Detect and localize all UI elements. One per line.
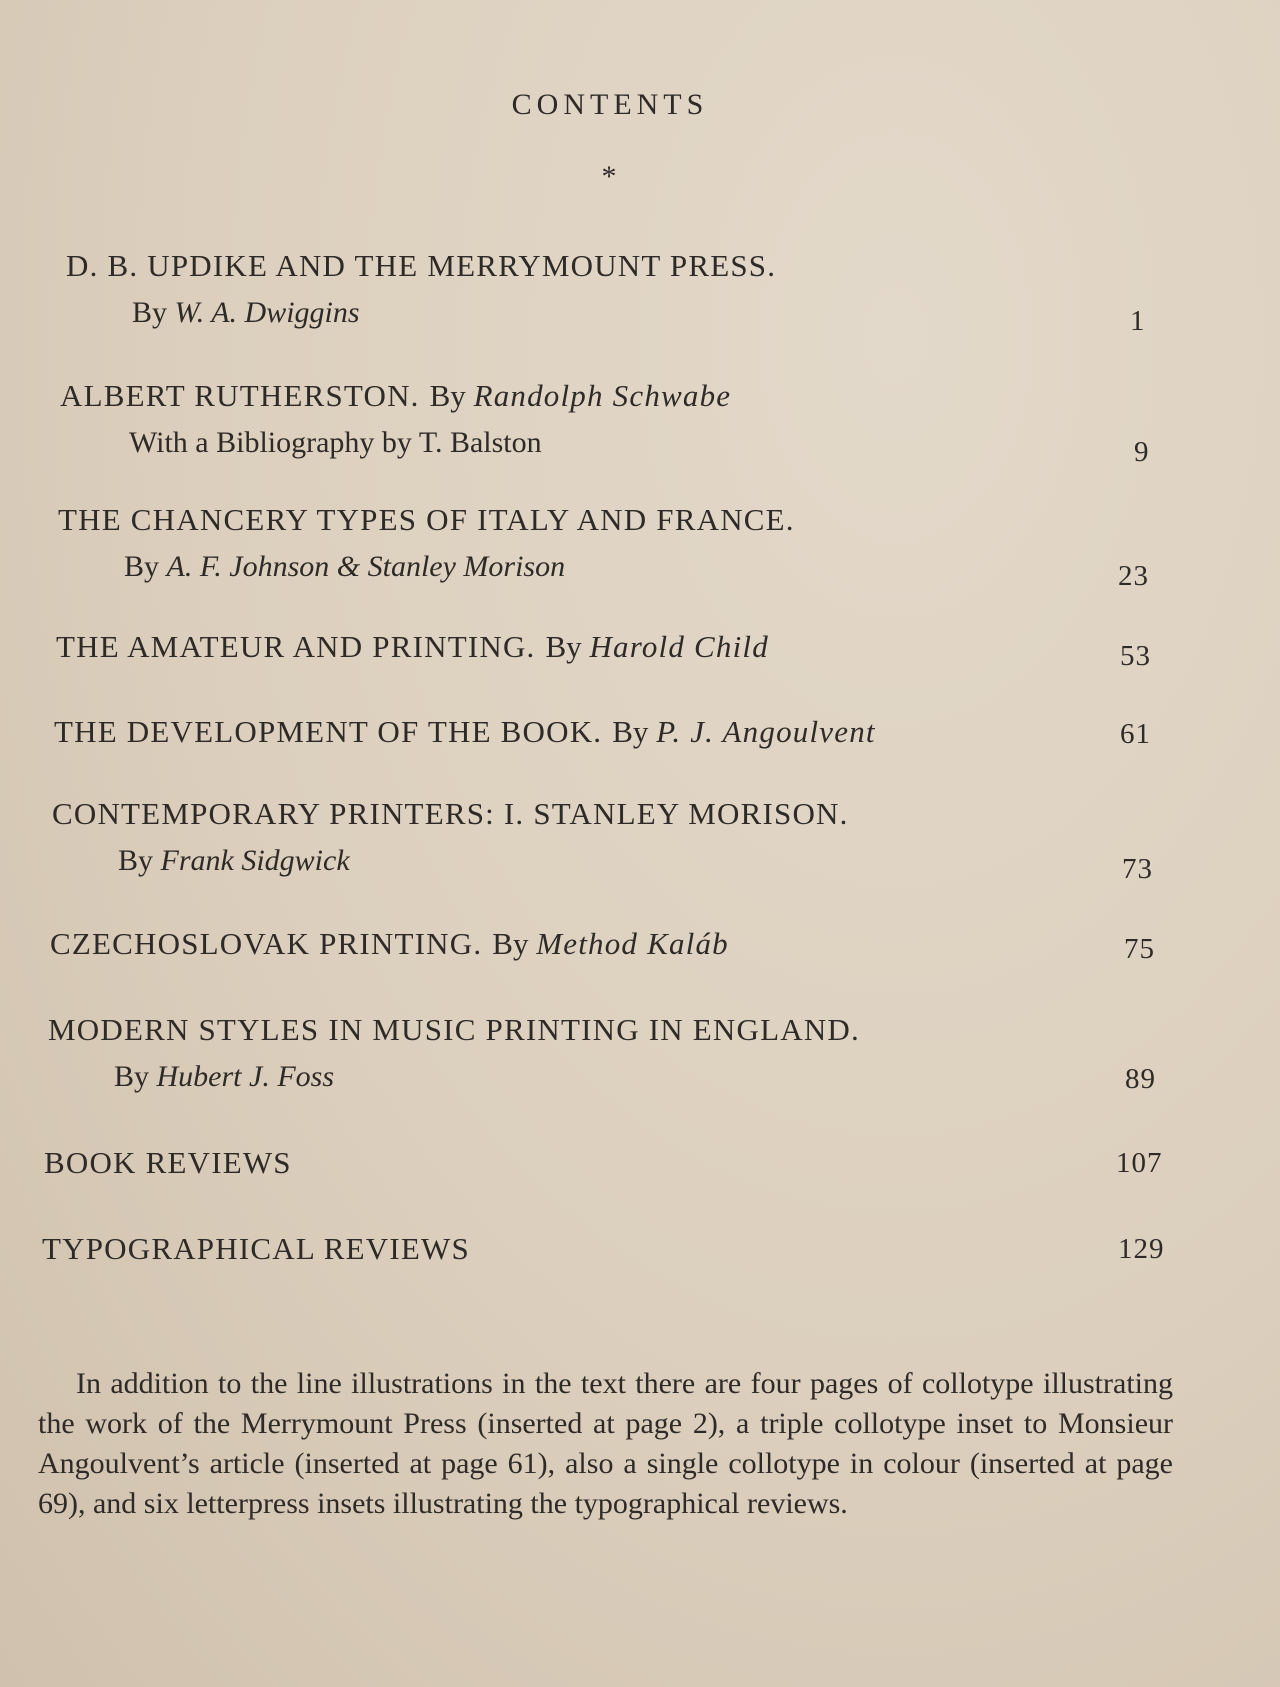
entry-title-line bbox=[56, 629, 1176, 665]
toc-entry[interactable] bbox=[42, 1231, 1162, 1267]
entry-byline bbox=[124, 550, 1178, 584]
entry-page-number: 73 bbox=[1122, 853, 1153, 885]
by-label: By bbox=[545, 629, 590, 664]
entry-title: D. B. UPDIKE AND THE MERRYMOUNT PRESS. bbox=[66, 248, 777, 283]
entry-author: Randolph Schwabe bbox=[473, 378, 732, 413]
toc-entry[interactable] bbox=[66, 248, 1186, 330]
entry-author: P. J. Angoulvent bbox=[656, 714, 876, 749]
entry-page-number: 75 bbox=[1124, 933, 1155, 965]
entry-page-number: 9 bbox=[1134, 436, 1150, 468]
entry-title: ALBERT RUTHERSTON. bbox=[60, 378, 420, 413]
entry-title: THE DEVELOPMENT OF THE BOOK. bbox=[54, 714, 603, 749]
illustrations-note: In addition to the line illustrations in the text there are four pages of collotype illustrating the work of the Merrymount Press (inserted at page 2), a triple collotype inset to Monsieur Angoulvent’s article (inserted at page 61), also a single collotype in colour (inserted at page 69), and six letterpress insets illustrating the typographical reviews. bbox=[38, 1367, 1173, 1520]
entry-page-number: 61 bbox=[1120, 718, 1151, 750]
entry-page-number: 1 bbox=[1130, 305, 1146, 337]
entry-title: CONTEMPORARY PRINTERS: I. STANLEY MORISON. bbox=[52, 796, 849, 831]
by-label: By bbox=[612, 714, 657, 749]
entry-page-number: 129 bbox=[1118, 1233, 1165, 1265]
toc-entry[interactable] bbox=[48, 1012, 1168, 1094]
toc-entry[interactable] bbox=[52, 796, 1172, 878]
entry-title: BOOK REVIEWS bbox=[44, 1145, 292, 1180]
entry-title: TYPOGRAPHICAL REVIEWS bbox=[42, 1231, 470, 1266]
by-label: By bbox=[492, 926, 537, 961]
entry-author: A. F. Johnson & Stanley Morison bbox=[166, 550, 566, 583]
entry-title-line bbox=[60, 378, 1180, 414]
toc-entry[interactable] bbox=[58, 502, 1178, 584]
entry-title-line bbox=[50, 926, 1170, 962]
entry-author: Frank Sidgwick bbox=[160, 844, 350, 877]
entry-title: THE AMATEUR AND PRINTING. bbox=[56, 629, 536, 664]
entry-author: W. A. Dwiggins bbox=[174, 296, 360, 329]
by-label: By bbox=[132, 296, 175, 329]
asterisk-ornament: * bbox=[601, 160, 617, 193]
entry-author: Harold Child bbox=[589, 629, 769, 664]
by-label: By bbox=[429, 378, 474, 413]
entry-author: Method Kaláb bbox=[536, 926, 729, 961]
toc-entry[interactable] bbox=[56, 629, 1176, 665]
toc-entry[interactable] bbox=[54, 714, 1174, 750]
entry-byline bbox=[132, 296, 1186, 330]
entry-byline bbox=[114, 1060, 1168, 1094]
toc-entry[interactable] bbox=[50, 926, 1170, 962]
entry-title: MODERN STYLES IN MUSIC PRINTING IN ENGLAND. bbox=[48, 1012, 860, 1047]
entry-title: CZECHOSLOVAK PRINTING. bbox=[50, 926, 483, 961]
entry-title: THE CHANCERY TYPES OF ITALY AND FRANCE. bbox=[58, 502, 795, 537]
entry-title-line bbox=[54, 714, 1174, 750]
page-title: CONTENTS bbox=[511, 88, 709, 121]
entry-page-number: 107 bbox=[1116, 1147, 1163, 1179]
entry-subtitle: With a Bibliography by T. Balston bbox=[129, 426, 542, 459]
by-label: By bbox=[124, 550, 167, 583]
by-label: By bbox=[118, 844, 161, 877]
entry-author: Hubert J. Foss bbox=[156, 1060, 334, 1093]
toc-entry[interactable] bbox=[60, 378, 1180, 460]
entry-page-number: 23 bbox=[1118, 560, 1149, 592]
entry-page-number: 89 bbox=[1125, 1063, 1156, 1095]
by-label: By bbox=[114, 1060, 157, 1093]
entry-byline bbox=[118, 844, 1172, 878]
toc-entry[interactable] bbox=[44, 1145, 1164, 1181]
entry-page-number: 53 bbox=[1120, 640, 1151, 672]
